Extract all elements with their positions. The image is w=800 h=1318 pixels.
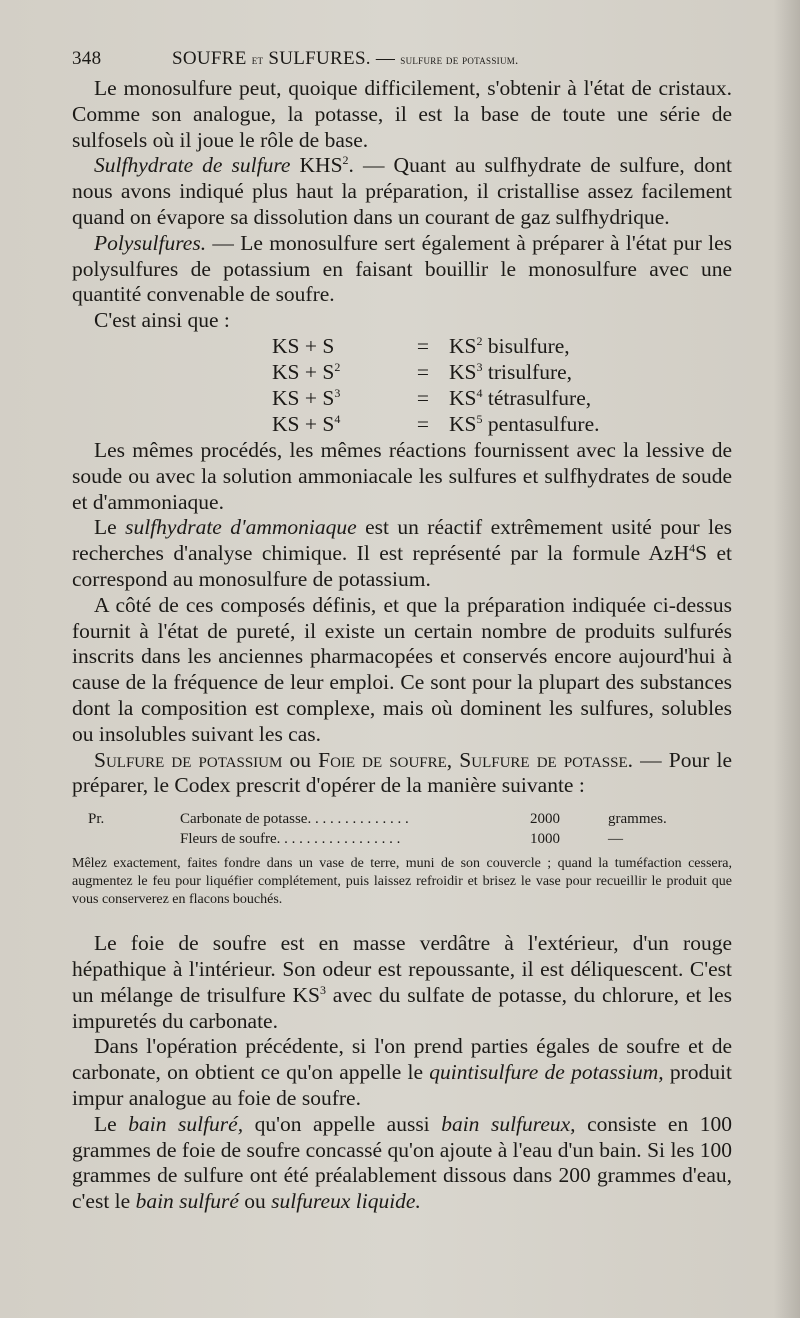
running-header: [72, 46, 732, 76]
paragraph-polysulfures: Polysulfures. — Le monosulfure sert également à préparer à l'état pur les polysulfures de potassium en faisant bouillir le monosulfure avec une quantité convenable de soufre.: [72, 230, 732, 307]
recipe-instructions: Mêlez exactement, faites fondre dans un vase de terre, muni de son couvercle ; quand la tuméfaction cessera, augmentez le feu pour liquéfier complétement, puis laissez refroidir et brisez le vase pour recueillir le produit que vous conserverez en flacons bouchés.: [72, 856, 732, 908]
formula-row: KS + S = $KS^2$ bisulfure,: [272, 333, 570, 358]
paragraph-memes-procedes: Les mêmes procédés, les mêmes réactions fournissent avec la lessive de soude ou avec la solution ammoniacale les sulfures et sulfhydrates de soude et d'ammoniaque.: [72, 437, 732, 514]
page-spine-shadow: [774, 0, 800, 1318]
codex-recipe: [72, 809, 732, 849]
formula-row: KS + $S^3$ = $KS^4$ tétrasulfure,: [272, 385, 592, 410]
recipe-row: Pr. Carbonate de potasse. . . . . . . . . . . . . . 2000 grammes.: [88, 811, 667, 828]
page-content: [72, 46, 732, 1215]
formula-row: KS + $S^4$ = $KS^5$ pentasulfure.: [272, 411, 600, 436]
paragraph-composes-definis: A côté de ces composés définis, et que la préparation indiquée ci-dessus fournit à l'état de pureté, il existe un certain nombre de produits sulfurés inscrits dans les anciennes pharmacopées et conservés encore aujourd'hui à cause de la fréquence de leur emploi. Ce sont pour la plupart des substances dont la composition est complexe, mais où dominent les sulfures, solubles ou insolubles suivant les cas.: [72, 592, 732, 746]
paragraph-description: Le foie de soufre est en masse verdâtre à l'extérieur, d'un rouge hépathique à l'intérieur. Son odeur est repoussante, il est déliquescent. C'est un mélange de trisulfure $KS^3$ avec du sulfate de potasse, du chlorure, et les impuretés du carbonate.: [72, 931, 732, 1033]
page-number: 348: [72, 48, 102, 69]
paragraph-quintisulfure: Dans l'opération précédente, si l'on prend parties égales de soufre et de carbonate, on obtient ce qu'on appelle le quintisulfure de potassium, produit impur analogue au foie de soufre.: [72, 1034, 732, 1110]
formula-list: [272, 334, 732, 438]
recipe-row: Fleurs de soufre. . . . . . . . . . . . . . . . . 1000 —: [180, 831, 623, 848]
running-title: SOUFRE et SULFURES. — sulfure de potassium.: [172, 48, 519, 69]
paragraph-sulfhydrate-ammoniaque: Le sulfhydrate d'ammoniaque est un réactif extrêmement usité pour les recherches d'analyse chimique. Il est représenté par la formule AzH$^4$S et correspond au monosulfure de potassium.: [72, 515, 732, 591]
paragraph-monosulfure: Le monosulfure peut, quoique difficilement, s'obtenir à l'état de cristaux. Comme son analogue, la potasse, il est la base de toute une série de sulfosels où il joue le rôle de base.: [72, 76, 732, 152]
formula-row: KS + $S^2$ = $KS^3$ trisulfure,: [272, 359, 573, 384]
paragraph-bain-sulfure: Le bain sulfuré, qu'on appelle aussi bain sulfureux, consiste en 100 grammes de foie de soufre concassé qu'on ajoute à l'eau d'un bain. Si les 100 grammes de sulfure ont été préalablement dissous dans 200 grammes d'eau, c'est le bain sulfuré ou sulfureux liquide.: [72, 1111, 732, 1214]
paragraph-foie-de-soufre-heading: Sulfure de potassium ou Foie de soufre, Sulfure de potasse. — Pour le préparer, le Codex prescrit d'opérer de la manière suivante :: [72, 747, 733, 798]
paragraph-cest-ainsi: C'est ainsi que :: [94, 308, 230, 333]
paragraph-sulfhydrate: Sulfhydrate de sulfure KHS$^2$. — Quant au sulfhydrate de sulfure, dont nous avons indiqué plus haut la préparation, il cristallise assez facilement quand on évapore sa dissolution dans un courant de gaz sulfhydrique.: [72, 153, 732, 229]
